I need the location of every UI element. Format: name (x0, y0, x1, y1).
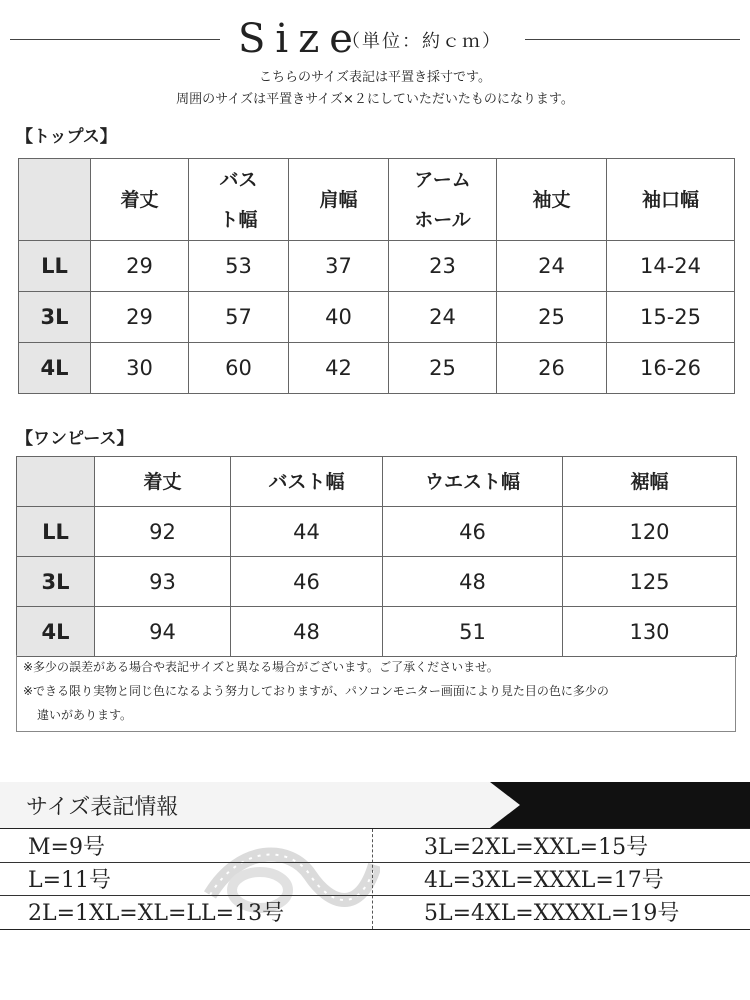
table-cell: 30 (91, 343, 189, 394)
footnote-line-1: ※多少の誤差がある場合や表記サイズと異なる場合がございます。ご了承くださいませ。 (23, 660, 499, 674)
table-cell: 48 (231, 607, 383, 657)
header-rule-left (10, 39, 220, 40)
table-cell: 125 (563, 557, 737, 607)
table-row (17, 557, 737, 607)
size-info-row (0, 897, 750, 930)
size-equivalence-right: 5L=4XL=XXXXL=19号 (424, 901, 680, 926)
tops-table (18, 158, 735, 394)
size-equivalence-left: M=9号 (28, 835, 105, 860)
footnote-box (16, 655, 736, 732)
footnote-line-2: ※できる限り実物と同じ色になるよう努力しておりますが、パソコンモニター画面により見た目の色に多少の (23, 684, 609, 698)
table-cell: 46 (231, 557, 383, 607)
table-cell: 24 (389, 292, 497, 343)
size-info-title: サイズ表記情報 (26, 795, 179, 820)
table-cell: 24 (497, 241, 607, 292)
table-cell: 29 (91, 292, 189, 343)
tops-header-cell: 肩幅 (289, 159, 389, 241)
unit-label: （単位：約ｃｍ） (342, 31, 502, 52)
note-line-1: こちらのサイズ表記は平置き採寸です。 (259, 70, 491, 85)
size-info-row (0, 864, 750, 897)
table-cell: 51 (383, 607, 563, 657)
table-cell: 40 (289, 292, 389, 343)
table-cell: 15-25 (607, 292, 735, 343)
size-header (0, 14, 750, 64)
table-cell: 25 (389, 343, 497, 394)
table-cell: 46 (383, 507, 563, 557)
tops-header-cell: アームホール (389, 159, 497, 241)
table-cell: 53 (189, 241, 289, 292)
onepiece-header-row (17, 457, 737, 507)
size-label-cell: LL (19, 241, 91, 292)
table-cell: 48 (383, 557, 563, 607)
table-cell: 26 (497, 343, 607, 394)
table-cell: 42 (289, 343, 389, 394)
onepiece-header-cell: 裾幅 (563, 457, 737, 507)
table-cell: 44 (231, 507, 383, 557)
size-equivalence-left: 2L=1XL=XL=LL=13号 (28, 901, 285, 926)
table-cell: 23 (389, 241, 497, 292)
size-label-cell: 4L (19, 343, 91, 394)
tops-header-row (19, 159, 735, 241)
size-equivalence-right: 3L=2XL=XXL=15号 (424, 835, 649, 860)
size-info-banner (0, 782, 750, 828)
onepiece-table (16, 456, 737, 657)
tops-header-cell: 着丈 (91, 159, 189, 241)
table-cell: 94 (95, 607, 231, 657)
page-title: Size (238, 16, 363, 62)
note-line-2: 周囲のサイズは平置きサイズ×２にしていただいたものになります。 (176, 92, 574, 107)
section-title-onepiece: 【ワンピース】 (16, 429, 134, 449)
onepiece-header-cell: バスト幅 (231, 457, 383, 507)
table-cell: 14-24 (607, 241, 735, 292)
size-label-cell: 4L (17, 607, 95, 657)
table-cell: 57 (189, 292, 289, 343)
table-row (17, 507, 737, 557)
table-cell: 130 (563, 607, 737, 657)
table-cell: 37 (289, 241, 389, 292)
tops-header-cell: 袖丈 (497, 159, 607, 241)
size-equivalence-left: L=11号 (28, 868, 112, 893)
table-cell: 60 (189, 343, 289, 394)
footnote-line-3: 違いがあります。 (37, 708, 133, 722)
onepiece-corner-cell (17, 457, 95, 507)
size-label-cell: LL (17, 507, 95, 557)
table-cell: 92 (95, 507, 231, 557)
tops-corner-cell (19, 159, 91, 241)
table-cell: 120 (563, 507, 737, 557)
table-cell: 25 (497, 292, 607, 343)
tops-header-cell: バスト幅 (189, 159, 289, 241)
table-row (19, 292, 735, 343)
table-row (19, 241, 735, 292)
section-title-tops: 【トップス】 (16, 127, 117, 147)
table-cell: 16-26 (607, 343, 735, 394)
size-info-grid (0, 828, 750, 930)
header-rule-right (525, 39, 740, 40)
table-cell: 93 (95, 557, 231, 607)
size-info-row (0, 831, 750, 864)
table-cell: 29 (91, 241, 189, 292)
size-label-cell: 3L (17, 557, 95, 607)
size-label-cell: 3L (19, 292, 91, 343)
table-row (17, 607, 737, 657)
size-equivalence-right: 4L=3XL=XXXL=17号 (424, 868, 664, 893)
tops-header-cell: 袖口幅 (607, 159, 735, 241)
onepiece-header-cell: 着丈 (95, 457, 231, 507)
table-row (19, 343, 735, 394)
onepiece-header-cell: ウエスト幅 (383, 457, 563, 507)
